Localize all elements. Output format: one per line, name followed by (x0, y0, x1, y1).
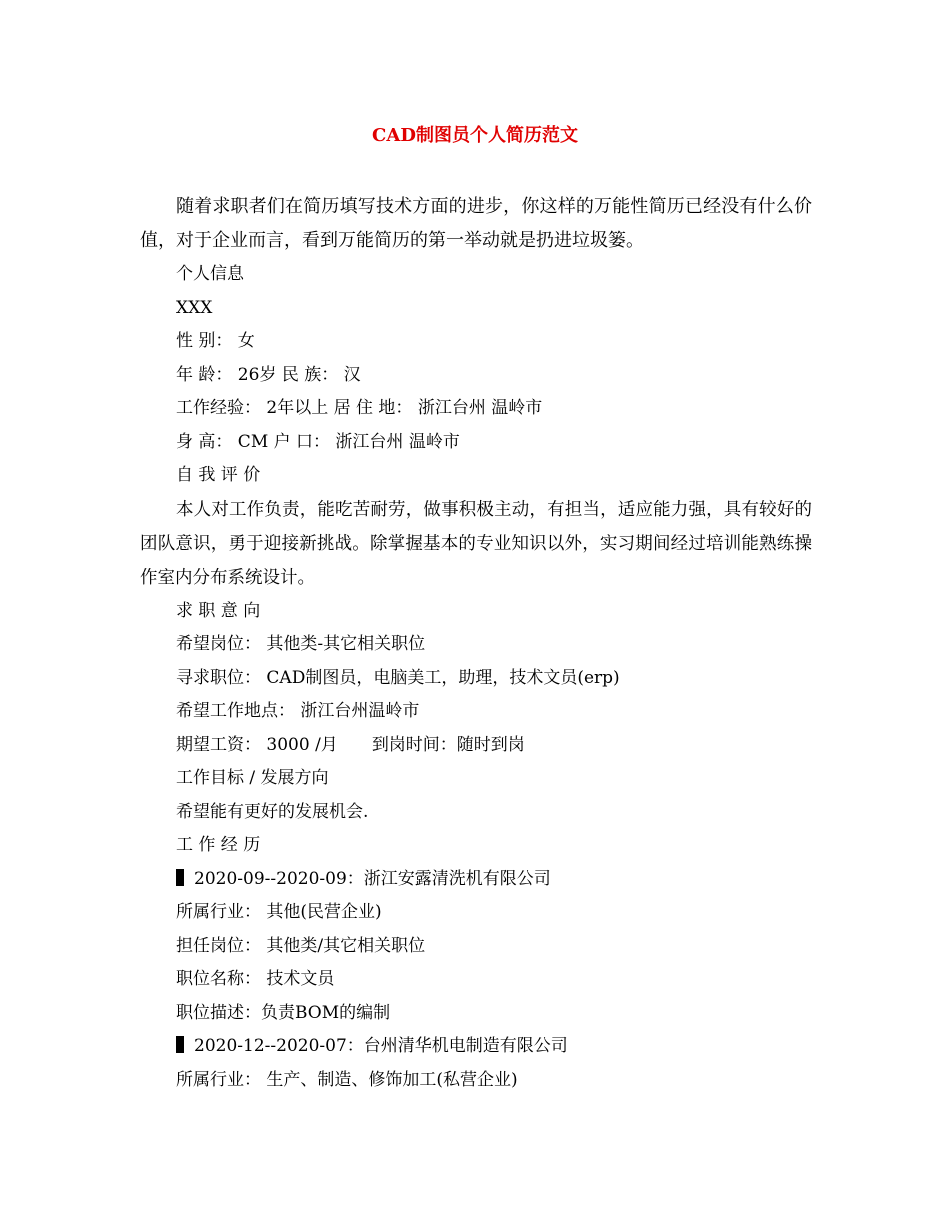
self-eval-heading: 自 我 评 价 (176, 465, 261, 485)
job2-header-line (140, 1030, 812, 1064)
job1-header-text: 2020-09--2020-09：浙江安露清洗机有限公司 (194, 868, 551, 889)
bullet-marker-icon (176, 869, 184, 886)
job1-desc-line: 职位描述：负责BOM的编制 (176, 1002, 391, 1023)
job2-header-text: 2020-12--2020-07：台州清华机电制造有限公司 (194, 1036, 568, 1056)
desired-position-line: 希望岗位： 其他类-其它相关职位 (176, 634, 426, 654)
goal-text-line: 希望能有更好的发展机会. (176, 801, 369, 822)
bullet-marker-icon (176, 1036, 184, 1053)
seeking-position-line: 寻求职位： CAD制图员，电脑美工，助理，技术文员(erp) (176, 667, 620, 688)
availability-text: 到岗时间：随时到岗 (371, 734, 525, 755)
job1-title-line: 职位名称： 技术文员 (176, 969, 335, 989)
job1-industry-line: 所属行业： 其他(民营企业) (176, 902, 382, 922)
salary-text: 期望工资： 3000 /月 (176, 734, 338, 755)
experience-residence-line: 工作经验： 2年以上 居 住 地： 浙江台州 温岭市 (176, 398, 543, 418)
job-intent-heading: 求 职 意 向 (176, 600, 261, 621)
height-hukou-line: 身 高： CM 户 口： 浙江台州 温岭市 (176, 431, 460, 452)
goal-heading: 工作目标 / 发展方向 (176, 768, 329, 788)
salary-availability-line (140, 729, 812, 763)
document-body (140, 190, 812, 1097)
self-eval-paragraph: 本人对工作负责，能吃苦耐劳，做事积极主动，有担当，适应能力强，具有较好的团队意识，勇于迎接新挑战。除掌握基本的专业知识以外，实习期间经过培训能熟练操作室内分布系统设计。 (140, 499, 812, 588)
desired-location-line: 希望工作地点： 浙江台州温岭市 (176, 701, 420, 721)
job2-industry-line: 所属行业： 生产、制造、修饰加工(私营企业) (176, 1069, 518, 1090)
age-ethnicity-line: 年 龄： 26岁 民 族： 汉 (176, 364, 361, 385)
work-history-heading: 工 作 经 历 (176, 835, 261, 855)
job1-header-line (140, 863, 812, 897)
document-title: CAD制图员个人简历范文 (372, 125, 578, 146)
job1-post-line: 担任岗位： 其他类/其它相关职位 (176, 935, 426, 956)
name-line: XXX (176, 297, 213, 318)
gender-line: 性 别： 女 (176, 331, 255, 351)
intro-paragraph: 随着求职者们在简历填写技术方面的进步，你这样的万能性简历已经没有什么价值，对于企业而言，看到万能简历的第一举动就是扔进垃圾篓。 (140, 196, 812, 251)
personal-info-heading: 个人信息 (176, 264, 244, 284)
